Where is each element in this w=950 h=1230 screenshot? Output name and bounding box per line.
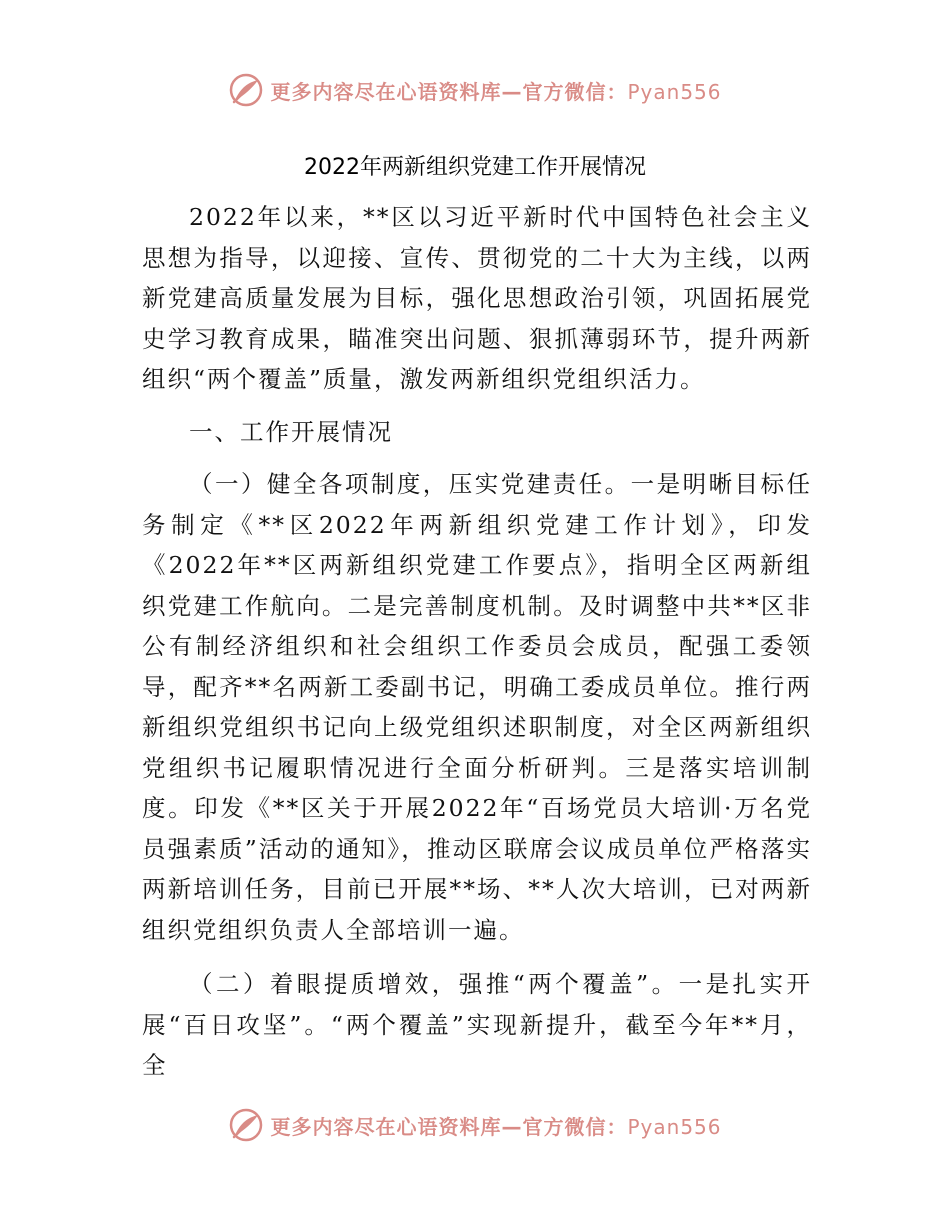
pen-nib-logo-icon [228,1107,264,1143]
document-title: 2022年两新组织党建工作开展情况 [304,155,646,180]
subsection-paragraph: （二）着眼提质增效，强推“两个覆盖”。一是扎实开展“百日攻坚”。“两个覆盖”实现新提升，截至今年**月，全 [142,970,812,1079]
watermark-text: 更多内容尽在心语资料库—官方微信：Pyan556 [270,79,722,104]
section-heading: 一、工作开展情况 [189,417,393,446]
watermark-header [0,70,950,110]
pen-nib-logo-icon [228,72,264,108]
subsection-paragraph: （一）健全各项制度，压实党建责任。一是明晰目标任务制定《**区2022年两新组织党建工作计划》，印发《2022年**区两新组织党建工作要点》，指明全区两新组织党建工作航向。二是完善制度机制。及时调整中共**区非公有制经济组织和社会组织工作委员会成员，配强工委领导，配齐**名两新工委副书记，明确工委成员单位。推行两新组织党组织书记向上级党组织述职制度，对全区两新组织党组织书记履职情况进行全面分析研判。三是落实培训制度。印发《**区关于开展2022年“百场党员大培训·万名党员强素质”活动的通知》，推动区联席会议成员单位严格落实两新培训任务，目前已开展**场、**人次大培训，已对两新组织党组织负责人全部培训一遍。 [142,470,812,944]
watermark-text: 更多内容尽在心语资料库—官方微信：Pyan556 [270,1114,722,1139]
document-body [142,197,812,1086]
intro-paragraph: 2022年以来，**区以习近平新时代中国特色社会主义思想为指导，以迎接、宣传、贯彻党的二十大为主线，以两新党建高质量发展为目标，强化思想政治引领，巩固拓展党史学习教育成果，瞄准突出问题、狠抓薄弱环节，提升两新组织“两个覆盖”质量，激发两新组织党组织活力。 [142,203,812,393]
watermark-footer [0,1105,950,1145]
